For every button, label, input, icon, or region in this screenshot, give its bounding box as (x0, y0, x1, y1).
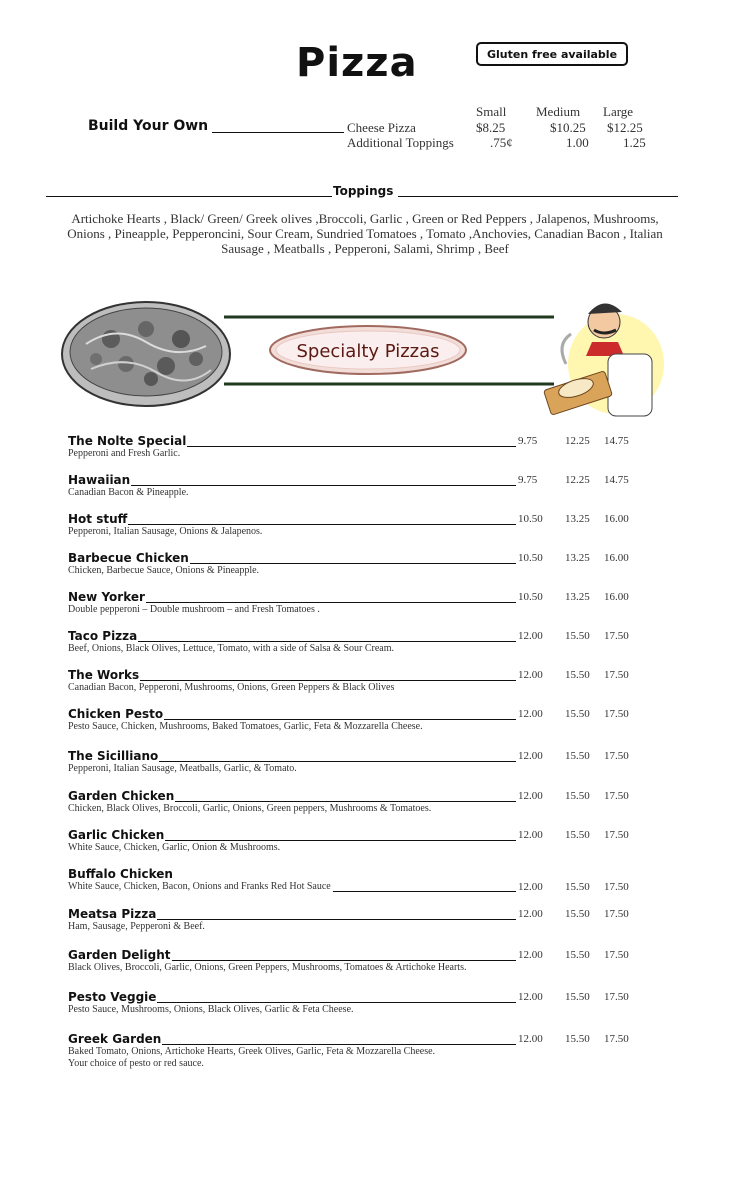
menu-item-name: The Sicilliano (68, 749, 159, 763)
price-large: 17.50 (604, 630, 629, 642)
price-small: 12.00 (518, 790, 543, 802)
toppings-rule-right (398, 196, 678, 197)
leader-line (162, 1044, 516, 1045)
price-small: 12.00 (518, 881, 543, 893)
price-large: 16.00 (604, 591, 629, 603)
price-large: 17.50 (604, 908, 629, 920)
price-medium: 15.50 (565, 829, 590, 841)
leader-line (165, 840, 516, 841)
price-large: 16.00 (604, 552, 629, 564)
price-small: 12.00 (518, 1033, 543, 1045)
price-large: 17.50 (604, 708, 629, 720)
page-title: Pizza (296, 40, 418, 86)
byo-row-name: Additional Toppings (347, 135, 454, 150)
price-large: 17.50 (604, 829, 629, 841)
menu-item-name: The Nolte Special (68, 434, 187, 448)
leader-line (190, 563, 516, 564)
price-medium: 15.50 (565, 708, 590, 720)
price-small: 10.50 (518, 552, 543, 564)
menu-item-description: Pesto Sauce, Mushrooms, Onions, Black Olives, Garlic & Feta Cheese. (68, 1004, 354, 1015)
menu-item-description: Canadian Bacon & Pineapple. (68, 487, 189, 498)
menu-item-name: Buffalo Chicken (68, 867, 173, 881)
menu-item-description: White Sauce, Chicken, Bacon, Onions and Franks Red Hot Sauce (68, 881, 331, 892)
price-large: 17.50 (604, 669, 629, 681)
byo-price-small: $8.25 (476, 120, 506, 135)
size-header-small: Small (476, 104, 507, 119)
byo-price-small: .75¢ (490, 135, 513, 150)
price-medium: 15.50 (565, 1033, 590, 1045)
menu-item-name: Chicken Pesto (68, 707, 164, 721)
price-small: 12.00 (518, 630, 543, 642)
toppings-rule-left (46, 196, 332, 197)
price-small: 10.50 (518, 591, 543, 603)
price-medium: 15.50 (565, 908, 590, 920)
price-small: 12.00 (518, 991, 543, 1003)
menu-item-description: Pesto Sauce, Chicken, Mushrooms, Baked Tomatoes, Garlic, Feta & Mozzarella Cheese. (68, 721, 423, 732)
price-small: 12.00 (518, 949, 543, 961)
menu-item-description-extra: Your choice of pesto or red sauce. (68, 1058, 204, 1069)
price-medium: 13.25 (565, 591, 590, 603)
price-medium: 15.50 (565, 790, 590, 802)
leader-line (146, 602, 516, 603)
size-header-medium: Medium (536, 104, 581, 119)
leader-line (175, 801, 516, 802)
menu-item-description: Ham, Sausage, Pepperoni & Beef. (68, 921, 205, 932)
byo-price-large: $12.25 (607, 120, 643, 135)
price-small: 10.50 (518, 513, 543, 525)
menu-item-description: Double pepperoni – Double mushroom – and Fresh Tomatoes . (68, 604, 320, 615)
leader-line (212, 132, 344, 133)
menu-item-name: Pesto Veggie (68, 990, 157, 1004)
leader-line (128, 524, 516, 525)
menu-item-name: Garden Delight (68, 948, 171, 962)
menu-item-name: The Works (68, 668, 140, 682)
price-large: 17.50 (604, 881, 629, 893)
price-medium: 12.25 (565, 474, 590, 486)
menu-item-description: Pepperoni and Fresh Garlic. (68, 448, 181, 459)
size-header-large: Large (603, 104, 634, 119)
leader-line (172, 960, 516, 961)
leader-line (131, 485, 516, 486)
price-small: 12.00 (518, 750, 543, 762)
price-medium: 15.50 (565, 669, 590, 681)
price-large: 16.00 (604, 513, 629, 525)
leader-line (138, 641, 516, 642)
menu-item-description: Baked Tomato, Onions, Artichoke Hearts, Greek Olives, Garlic, Feta & Mozzarella Cheese. (68, 1046, 436, 1057)
price-large: 17.50 (604, 949, 629, 961)
price-small: 12.00 (518, 908, 543, 920)
leader-line (157, 1002, 516, 1003)
price-medium: 12.25 (565, 435, 590, 447)
price-medium: 15.50 (565, 949, 590, 961)
price-small: 9.75 (518, 474, 538, 486)
pizza-illustration-icon (62, 302, 230, 406)
price-small: 12.00 (518, 829, 543, 841)
price-medium: 15.50 (565, 630, 590, 642)
menu-item-description: Pepperoni, Italian Sausage, Meatballs, Garlic, & Tomato. (68, 763, 297, 774)
byo-price-medium: $10.25 (550, 120, 586, 135)
menu-item-description: Black Olives, Broccoli, Garlic, Onions, Green Peppers, Mushrooms, Tomatoes & Artichoke Hearts. (68, 962, 467, 973)
price-large: 17.50 (604, 750, 629, 762)
price-medium: 15.50 (565, 750, 590, 762)
chef-icon (544, 303, 664, 416)
menu-item-description: Pepperoni, Italian Sausage, Onions & Jalapenos. (68, 526, 263, 537)
leader-line (333, 891, 516, 892)
menu-item-description: White Sauce, Chicken, Garlic, Onion & Mushrooms. (68, 842, 281, 853)
price-large: 17.50 (604, 790, 629, 802)
menu-item-name: Taco Pizza (68, 629, 138, 643)
leader-line (157, 919, 516, 920)
leader-line (159, 761, 516, 762)
toppings-list: Artichoke Hearts , Black/ Green/ Greek olives ,Broccoli, Garlic , Green or Red Peppers , Jalapenos, Mushrooms, Onions , Pineapple, Pepperoncini, Sour Cream, Sundried Tomatoes , Tomato ,Anchovies, Canadian Bacon , Italian Sausage , Meatballs , Pepperoni, Salami, Shrimp , Beef (67, 211, 663, 256)
specialty-banner-label: Specialty Pizzas (296, 341, 440, 362)
build-your-own-label: Build Your Own (88, 118, 209, 134)
price-large: 17.50 (604, 1033, 629, 1045)
toppings-title: Toppings (333, 184, 394, 198)
leader-line (164, 719, 516, 720)
leader-line (140, 680, 516, 681)
menu-item-name: Garden Chicken (68, 789, 175, 803)
menu-item-name: New Yorker (68, 590, 145, 604)
price-large: 17.50 (604, 991, 629, 1003)
price-medium: 13.25 (565, 513, 590, 525)
menu-item-description: Beef, Onions, Black Olives, Lettuce, Tomato, with a side of Salsa & Sour Cream. (68, 643, 394, 654)
price-medium: 15.50 (565, 881, 590, 893)
specialty-banner (56, 284, 676, 424)
price-large: 14.75 (604, 474, 629, 486)
byo-price-medium: 1.00 (566, 135, 589, 150)
price-medium: 15.50 (565, 991, 590, 1003)
price-small: 9.75 (518, 435, 538, 447)
leader-line (187, 446, 516, 447)
gluten-free-badge: Gluten free available (476, 42, 628, 66)
menu-item-name: Garlic Chicken (68, 828, 165, 842)
menu-item-description: Canadian Bacon, Pepperoni, Mushrooms, Onions, Green Peppers & Black Olives (68, 682, 395, 693)
price-large: 14.75 (604, 435, 629, 447)
price-medium: 13.25 (565, 552, 590, 564)
byo-row-name: Cheese Pizza (347, 120, 416, 135)
price-small: 12.00 (518, 708, 543, 720)
menu-item-name: Hawaiian (68, 473, 131, 487)
menu-item-name: Meatsa Pizza (68, 907, 157, 921)
price-small: 12.00 (518, 669, 543, 681)
menu-item-name: Hot stuff (68, 512, 128, 526)
byo-price-large: 1.25 (623, 135, 646, 150)
menu-item-description: Chicken, Black Olives, Broccoli, Garlic, Onions, Green peppers, Mushrooms & Tomatoes. (68, 803, 432, 814)
menu-item-name: Barbecue Chicken (68, 551, 189, 565)
menu-item-description: Chicken, Barbecue Sauce, Onions & Pineapple. (68, 565, 260, 576)
menu-item-name: Greek Garden (68, 1032, 162, 1046)
